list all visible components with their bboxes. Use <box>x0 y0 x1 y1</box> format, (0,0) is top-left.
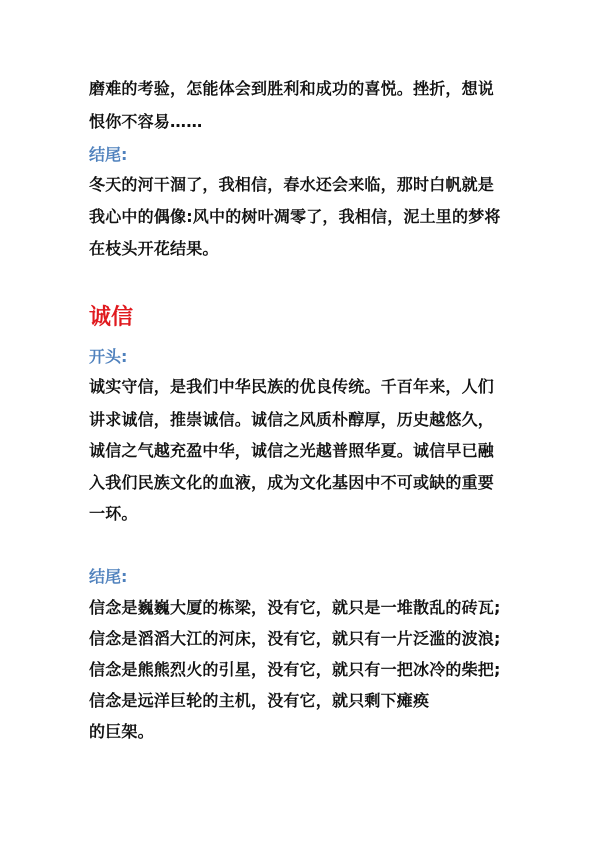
section-label-ending: 结尾: <box>89 145 128 164</box>
paragraph-line: 信念是滔滔大江的河床，没有它，就只有一片泛滥的波浪; <box>89 629 501 648</box>
paragraph-line: 入我们民族文化的血液，成为文化基因中不可或缺的重要 <box>89 473 495 492</box>
paragraph-line: 讲求诚信，推崇诚信。诚信之风质朴醇厚，历史越悠久， <box>89 410 495 429</box>
paragraph-line: 在枝头开花结果。 <box>89 239 219 258</box>
section-label-ending: 结尾: <box>89 567 128 586</box>
paragraph-line: 磨难的考验，怎能体会到胜利和成功的喜悦。挫折，想说 <box>89 79 495 98</box>
paragraph-line: 信念是远洋巨轮的主机，没有它，就只剩下瘫痪 <box>89 691 430 710</box>
paragraph-line: 一环。 <box>89 504 138 523</box>
paragraph-line: 诚实守信，是我们中华民族的优良传统。千百年来，人们 <box>89 377 495 396</box>
paragraph-line: 诚信之气越充盈中华，诚信之光越普照华夏。诚信早已融 <box>89 441 495 460</box>
paragraph-line: 的巨架。 <box>89 722 154 741</box>
paragraph-line: 我心中的偶像:风中的树叶凋零了，我相信，泥土里的梦将 <box>89 207 501 226</box>
section-title: 诚信 <box>89 305 134 330</box>
paragraph-line: 信念是熊熊烈火的引星，没有它，就只有一把冰冷的柴把; <box>89 660 501 679</box>
paragraph-line: 恨你不容易…… <box>89 112 203 131</box>
section-label-opening: 开头: <box>89 347 128 366</box>
paragraph-line: 信念是巍巍大厦的栋梁，没有它，就只是一堆散乱的砖瓦; <box>89 598 501 617</box>
paragraph-line: 冬天的河干涸了，我相信，春水还会来临，那时白帆就是 <box>89 175 495 194</box>
